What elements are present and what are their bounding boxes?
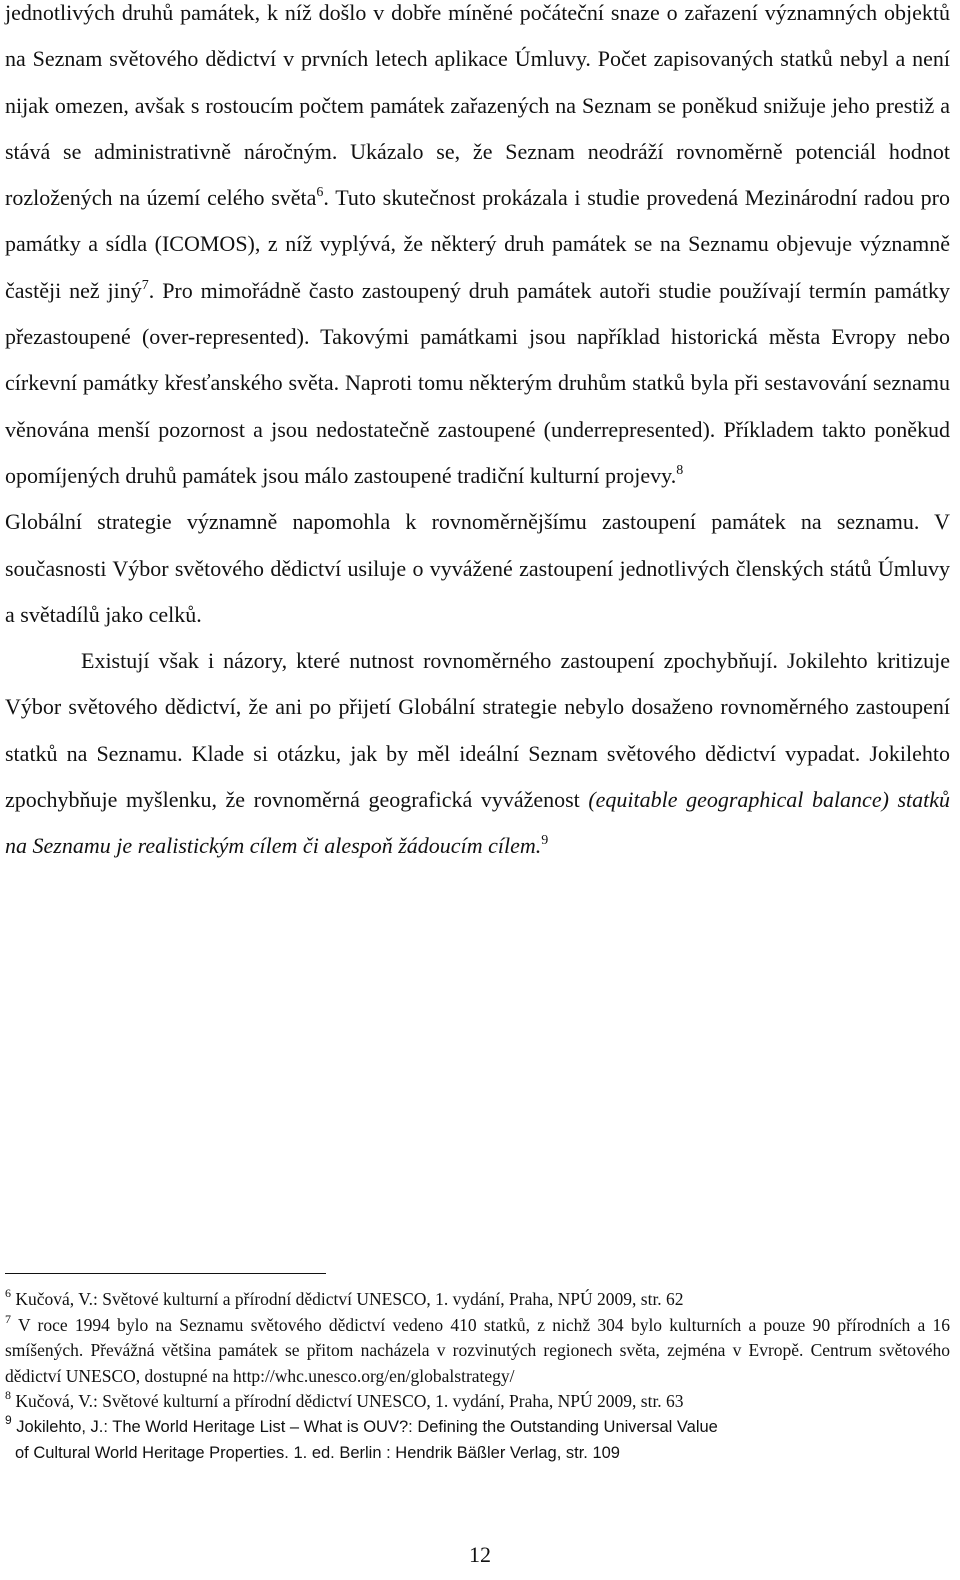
footnote-9: $^9$ Jokilehto, J.: The World Heritage List – What is OUV?: Defining the Outstanding Universal Value [5,1412,718,1436]
footnote-6: $^6$ Kučová, V.: Světové kulturní a přírodní dědictví UNESCO, 1. vydání, Praha, NPÚ 2009, str. 62 [5,1286,684,1309]
footnotes [5,1287,950,1466]
footnote-9-continuation: of Cultural World Heritage Properties. 1. ed. Berlin : Hendrik Bäßler Verlag, str. 109 [15,1443,620,1462]
footnote-ref-8[interactable]: 8 [676,462,684,478]
page-number: 12 [469,1542,491,1567]
footnote-ref-6[interactable]: 6 [316,185,324,201]
italic-quote: (equitable geographical balance) statků na Seznamu je realistickým cílem či alespoň žádoucím cílem. [5,787,951,859]
body-text [5,0,950,870]
footnote-ref-7[interactable]: 7 [141,277,149,293]
paragraph-2: Globální strategie významně napomohla k rovnoměrnějšímu zastoupení památek na seznamu. V současnosti Výbor světového dědictví usiluje o vyvážené zastoupení jednotlivých členských států Úmluvy a světadílů jako celků. [5,509,950,627]
paragraph-3: Existují však i názory, které nutnost rovnoměrného zastoupení zpochybňují. Jokilehto kritizuje Výbor světového dědictví, že ani po přijetí Globální strategie nebylo dosaženo rovnoměrného zastoupení statků na Seznamu. Klade si otázku, jak by měl ideální Seznam světového dědictví vypadat. Jokilehto zpochybňuje myšlenku, že rovnoměrná geografická vyváženost (equitable geographical balance) statků na Seznamu je realistickým cílem či alespoň žádoucím cílem.$^9$ [5,648,951,859]
footnote-7: $^7$ V roce 1994 bylo na Seznamu světového dědictví vedeno 410 statků, z nichž 304 bylo kulturních a pouze 90 přírodních a 16 smíšených. Převážná většina památek se přitom nacházela v rozvinutých regionech světa, zejména v Evropě. Centrum světového dědictví UNESCO, dostupné na http://whc.unesco.org/en/globalstrategy/ [5,1311,950,1386]
footnote-ref-9[interactable]: 9 [541,833,549,849]
paragraph-1: jednotlivých druhů památek, k níž došlo v dobře míněné počáteční snaze o zařazení významných objektů na Seznam světového dědictví v prvních letech aplikace Úmluvy. Počet zapisovaných statků nebyl a není nijak omezen, avšak s rostoucím počtem památek zařazených na Seznam se poněkud snižuje jeho prestiž a stává se administrativně náročným. Ukázalo se, že Seznam neodráží rovnoměrně potenciál hodnot rozložených na území celého světa$^6$. Tuto skutečnost prokázala i studie provedená Mezinárodní radou pro památky a sídla (ICOMOS), z níž vyplývá, že některý druh památek se na Seznamu objevuje významně častěji než jiný$^7$. Pro mimořádně často zastoupený druh památek autoři studie používají termín památky přezastoupené (over-represented). Takovými památkami jsou například historická města Evropy nebo církevní památky křesťanského světa. Naproti tomu některým druhům statků byla při sestavování seznamu věnována menší pozornost a jsou nedostatečně zastoupené (underrepresented). Příkladem takto poněkud opomíjených druhů památek jsou málo zastoupené tradiční kulturní projevy.$^8$ [5,0,950,488]
footnote-8: $^8$ Kučová, V.: Světové kulturní a přírodní dědictví UNESCO, 1. vydání, Praha, NPÚ 2009, str. 63 [5,1388,684,1412]
footnote-separator [5,1273,326,1274]
